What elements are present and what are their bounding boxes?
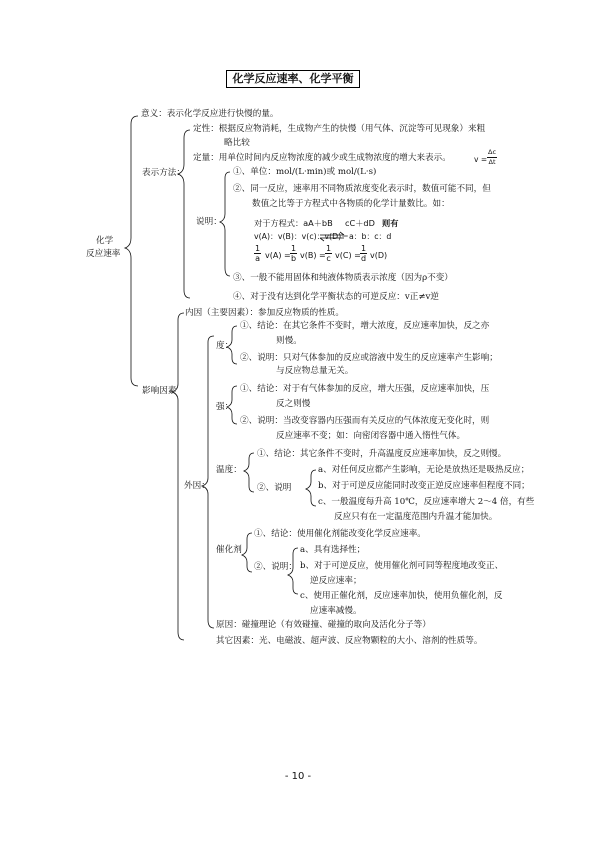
catalyst-k2-label: ②、说明： xyxy=(254,562,297,572)
page-title: 化学反应速率、化学平衡 xyxy=(226,70,360,88)
temperature-brace xyxy=(244,453,254,492)
qualitative-line1: 定性：根据反应物消耗，生成物产生的快慢（用气体、沉淀等可见现象）来粗 xyxy=(193,124,486,134)
rate-term-a-num: 1 xyxy=(255,244,261,253)
rate-term-b-num: 1 xyxy=(291,244,297,253)
rate-term-d-den: d xyxy=(361,254,367,263)
representation-brace xyxy=(178,130,190,298)
root-line2: 反应速率 xyxy=(86,249,121,259)
concentration-c1-line2: 则慢。 xyxy=(276,336,302,346)
pressure-label: 强： xyxy=(216,402,234,412)
concentration-label: 度： xyxy=(216,341,234,351)
representation-label: 表示方法： xyxy=(142,168,185,178)
factors-brace xyxy=(172,313,184,640)
catalyst-kc-line2: 应速率减慢。 xyxy=(310,606,362,616)
meaning-text: 意义：表示化学反应进行快慢的量。 xyxy=(141,109,279,119)
other-factors-text: 其它因素：光、电磁波、超声波、反应物颗粒的大小、溶剂的性质等。 xyxy=(216,636,483,646)
equation-prefix: 对于方程式：aA＋bB xyxy=(254,218,333,228)
root-brace xyxy=(125,116,138,386)
rate-term-c-den: c xyxy=(326,254,331,263)
factors-label: 影响因素 xyxy=(142,386,177,396)
equation-suffix: cC＋dD xyxy=(345,218,375,228)
rate-term-a-den: a xyxy=(255,254,260,263)
rate-formula-lhs: v = xyxy=(474,155,488,164)
concentration-c2-line2: 与反应物总量无关。 xyxy=(276,366,354,376)
explain-label: 说明： xyxy=(196,217,222,227)
ratio-text: v(A)：v(B)：v(c)：v(D)＝a：b：c：d xyxy=(254,232,392,241)
rate-term-b-fraction xyxy=(290,244,297,263)
external-label: 外因： xyxy=(184,481,210,491)
catalyst-brace xyxy=(242,533,252,572)
pressure-p2-line1: ②、说明：当改变容器内压强而有关反应的气体浓度无变化时，则 xyxy=(240,416,490,426)
rate-formula-fraction xyxy=(487,148,497,167)
quantitative-text: 定量：用单位时间内反应物浓度的减少或生成物浓度的增大来表示。 xyxy=(193,153,451,163)
equation-then: 则有 xyxy=(382,218,399,228)
catalyst-k1: ①、结论：使用催化剂能改变化学反应速率。 xyxy=(254,529,426,539)
rate-term-a-text: v(A) = xyxy=(265,251,291,260)
page-number: - 10 - xyxy=(284,771,312,782)
rate-term-b-text: v(B) = xyxy=(300,251,326,260)
temperature-explain-brace xyxy=(306,470,316,506)
catalyst-kb-line2: 逆反应速率； xyxy=(310,576,362,586)
rate-term-d-text: v(D) xyxy=(370,251,388,260)
temperature-tb: b、对于可逆反应能同时改变正逆反应速率但程度不同； xyxy=(318,481,530,491)
pressure-p2-line2: 反应速率不变；如：向密闭容器中通入惰性气体。 xyxy=(276,431,466,441)
temperature-ta: a、对任何反应都产生影响，无论是放热还是吸热反应； xyxy=(318,465,530,475)
internal-factor-text: 内因（主要因素）：参加反应物质的性质。 xyxy=(185,308,344,318)
qualitative-line2: 略比较 xyxy=(224,138,250,148)
solid-liquid-text: ③、一般不能用固体和纯液体物质表示浓度（因为ρ不变） xyxy=(233,273,453,283)
temperature-tc-line2: 反应只有在一定温度范围内升温才能加快。 xyxy=(334,512,498,522)
catalyst-kb-line1: b、对于可逆反应，使用催化剂可同等程度地改变正、 xyxy=(300,561,504,571)
root-line1: 化学 xyxy=(96,236,114,246)
rate-term-b-den: b xyxy=(291,254,297,263)
catalyst-ka: a、具有选择性； xyxy=(300,545,366,555)
rate-term-c-fraction xyxy=(325,244,332,263)
unit-text: ①、单位：mol/(L·min)或 mol/(L·s) xyxy=(233,167,377,177)
rate-formula-num: Δc xyxy=(488,148,497,156)
same-reaction-line2: 数值之比等于方程式中各物质的化学计量数比。如： xyxy=(252,199,450,209)
temperature-label: 温度： xyxy=(216,465,242,475)
concentration-c2-line1: ②、说明：只对气体参加的反应或溶液中发生的反应速率产生影响； xyxy=(240,353,498,363)
same-reaction-line1: ②、同一反应，速率用不同物质浓度变化表示时，数值可能不同，但 xyxy=(233,184,491,194)
temperature-tc-line1: c、一般温度每升高 10℃，反应速率增大 2～4 倍，有些 xyxy=(318,497,535,507)
concentration-c1-line1: ①、结论：在其它条件不变时，增大浓度，反应速率加快，反之亦 xyxy=(240,321,490,331)
pressure-p1-line1: ①、结论：对于有气体参加的反应，增大压强，反应速率加快，压 xyxy=(240,384,490,394)
rate-term-c-text: v(C) = xyxy=(335,251,361,260)
rate-term-d-fraction xyxy=(360,244,367,263)
rate-term-c-num: 1 xyxy=(326,244,332,253)
temperature-t2-label: ②、说明 xyxy=(257,483,292,493)
irreversible-text: ④、对于没有达到化学平衡状态的可逆反应：v正≠v逆 xyxy=(233,292,439,302)
catalyst-kc-line1: c、使用正催化剂，反应速率加快，使用负催化剂，反 xyxy=(300,591,503,601)
rate-formula-den: Δt xyxy=(488,158,496,166)
theory-text: 原因：碰撞理论（有效碰撞、碰撞的取向及活化分子等） xyxy=(216,620,431,630)
rate-term-a-fraction xyxy=(254,244,261,263)
rate-term-d-num: 1 xyxy=(361,244,367,253)
catalyst-label: 催化剂 xyxy=(216,545,242,555)
temperature-t1: ①、结论：其它条件不变时，升高温度反应速率加快，反之则慢。 xyxy=(257,449,507,459)
pressure-p1-line2: 反之则慢 xyxy=(276,399,311,409)
